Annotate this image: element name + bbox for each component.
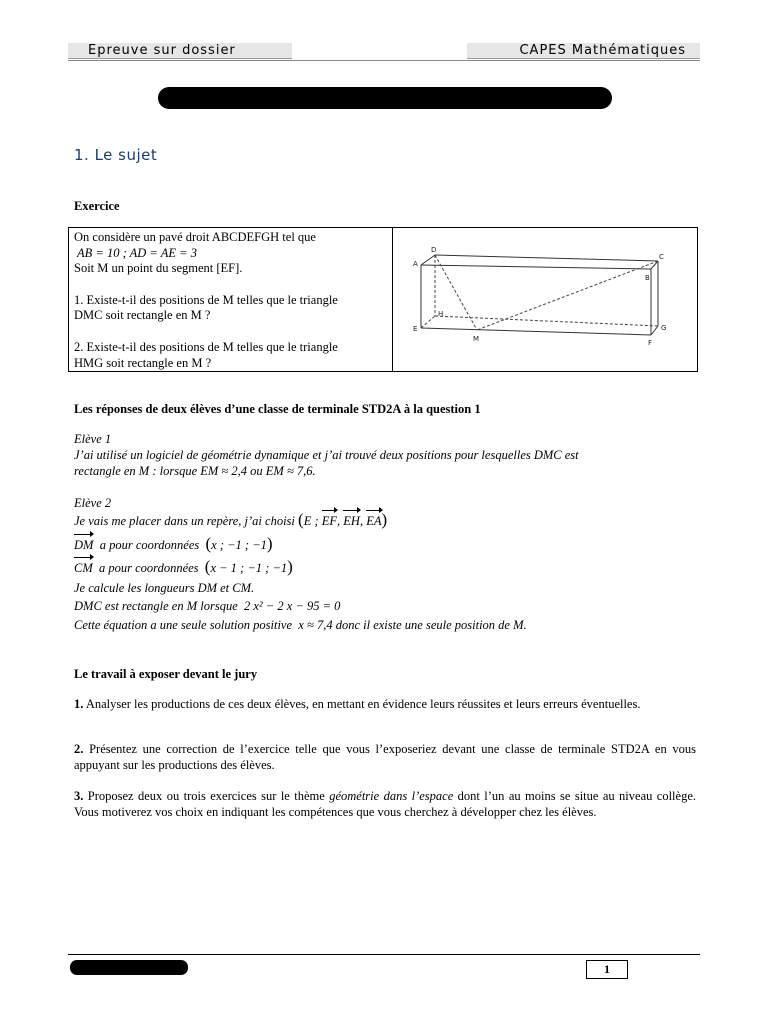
edge-AB: [421, 265, 651, 269]
vector-EH: EH: [343, 514, 360, 528]
header-left: Epreuve sur dossier: [68, 43, 292, 59]
exercise-table: [68, 227, 698, 372]
travail-item-1-text: Analyser les productions de ces deux élèves, en mettant en évidence leurs réussites et leurs erreurs éventuelles.: [85, 697, 641, 711]
repere-origin: E: [303, 514, 312, 528]
travail-item-3-before: Proposez deux ou trois exercices sur le thème: [87, 789, 325, 803]
label-G: G: [661, 324, 667, 332]
travail-item-2-text: Présentez une correction de l’exercice telle que vous l’exposeriez devant une classe de terminale STD2A en vous appuyant sur les productions des élèves.: [74, 742, 697, 772]
travail-heading: Le travail à exposer devant le jury: [74, 667, 258, 681]
responses-heading: Les réponses de deux élèves d’une classe de terminale STD2A à la question 1: [74, 402, 481, 416]
figure-cell: [393, 228, 698, 372]
edge-EH: [421, 316, 435, 328]
box-figure: [393, 228, 697, 369]
line5-text: DMC est rectangle en M lorsque: [74, 599, 238, 613]
travail-item-1: [74, 696, 696, 712]
footer-divider: [68, 954, 700, 955]
segment-CM: [477, 261, 658, 330]
question1-line1: 1. Existe-t-il des positions de M telles que le triangle: [74, 292, 338, 307]
cuboid-diagram: [393, 228, 708, 369]
vector-DM: DM: [74, 538, 94, 552]
question2-line1: 2. Existe-t-il des positions de M telles que le triangle: [74, 339, 338, 354]
label-C: C: [659, 253, 664, 261]
page-number: 1: [586, 960, 628, 979]
statement-line1: On considère un pavé droit ABCDEFGH tel que: [74, 230, 316, 244]
edge-EF: [421, 328, 651, 335]
cm-coords: x − 1 ; −1 ; −1: [210, 561, 288, 575]
eleve1-line1: J’ai utilisé un logiciel de géométrie dynamique et j’ai trouvé deux positions pour lesquelles DMC est: [74, 448, 579, 462]
eleve2-name: Elève 2: [74, 496, 112, 510]
eleve2-cm-line: CM a pour coordonnées (x − 1 ; −1 ; −1): [74, 557, 293, 576]
label-H: H: [438, 310, 444, 318]
travail-item-3-after: dont l’un au moins se situe au niveau collège. Vous motiverez vos choix en indiquant les compétences que vous cherchez à développer chez les élèves.: [74, 789, 696, 819]
line6-text: Cette équation a une seule solution positive: [74, 618, 293, 632]
vector-EF: EF: [321, 514, 338, 528]
line6-value: x ≈ 7,4: [298, 618, 333, 632]
label-M: M: [473, 335, 480, 343]
vector-EA: EA: [366, 514, 382, 528]
header-right: CAPES Mathématiques: [467, 43, 700, 59]
edge-DC: [435, 255, 658, 261]
eleve2-line4: Je calcule les longueurs DM et CM.: [74, 581, 255, 595]
vector-CM: CM: [74, 561, 93, 575]
edge-AD: [421, 255, 435, 265]
question1-line2: DMC soit rectangle en M ?: [74, 308, 211, 323]
eleve2-repere-line: Je vais me placer dans un repère, j’ai choisi (E ; EF, EH, EA): [74, 510, 388, 529]
statement-line2: AB = 10 ; AD = AE = 3: [77, 245, 197, 260]
section-title: 1. Le sujet: [74, 146, 158, 164]
label-F: F: [648, 339, 653, 347]
travail-item-3-num: 3.: [74, 789, 84, 803]
eleve2-dm-line: DM a pour coordonnées (x ; −1 ; −1): [74, 534, 273, 553]
cm-text: a pour coordonnées: [99, 561, 199, 575]
question2-line2: HMG soit rectangle en M ?: [74, 355, 212, 370]
header-divider: [68, 60, 700, 61]
line5-equation: 2 x² − 2 x − 95 = 0: [244, 599, 341, 613]
eleve1-name: Elève 1: [74, 432, 112, 446]
travail-item-2-num: 2.: [74, 742, 84, 756]
travail-item-2: [74, 741, 696, 773]
label-E: E: [413, 325, 418, 333]
travail-item-3: [74, 788, 696, 820]
travail-item-1-num: 1.: [74, 697, 84, 711]
edge-FG: [651, 326, 658, 335]
edge-BC: [651, 261, 658, 269]
exercise-heading: Exercice: [74, 199, 120, 213]
statement-line3: Soit M un point du segment [EF].: [74, 261, 243, 276]
eleve1-line2: rectangle en M : lorsque EM ≈ 2,4 ou EM ≈ 7,6.: [74, 464, 316, 478]
travail-item-3-theme: géométrie dans l’espace: [329, 789, 454, 803]
label-B: B: [645, 274, 650, 282]
dm-coords: x ; −1 ; −1: [211, 538, 267, 552]
redacted-footer-bar: [70, 960, 188, 975]
edge-HG: [435, 316, 658, 326]
line6-end: donc il existe une seule position de M.: [335, 618, 527, 632]
redacted-title-bar: [158, 87, 612, 109]
label-D: D: [431, 246, 437, 254]
label-A: A: [413, 260, 418, 268]
eleve2-line6: [74, 617, 527, 633]
dm-text: a pour coordonnées: [99, 538, 200, 552]
exercise-statement-cell: [69, 228, 393, 372]
eleve2-repere-text: Je vais me placer dans un repère, j’ai choisi: [74, 514, 295, 528]
eleve2-line5: [74, 598, 340, 614]
